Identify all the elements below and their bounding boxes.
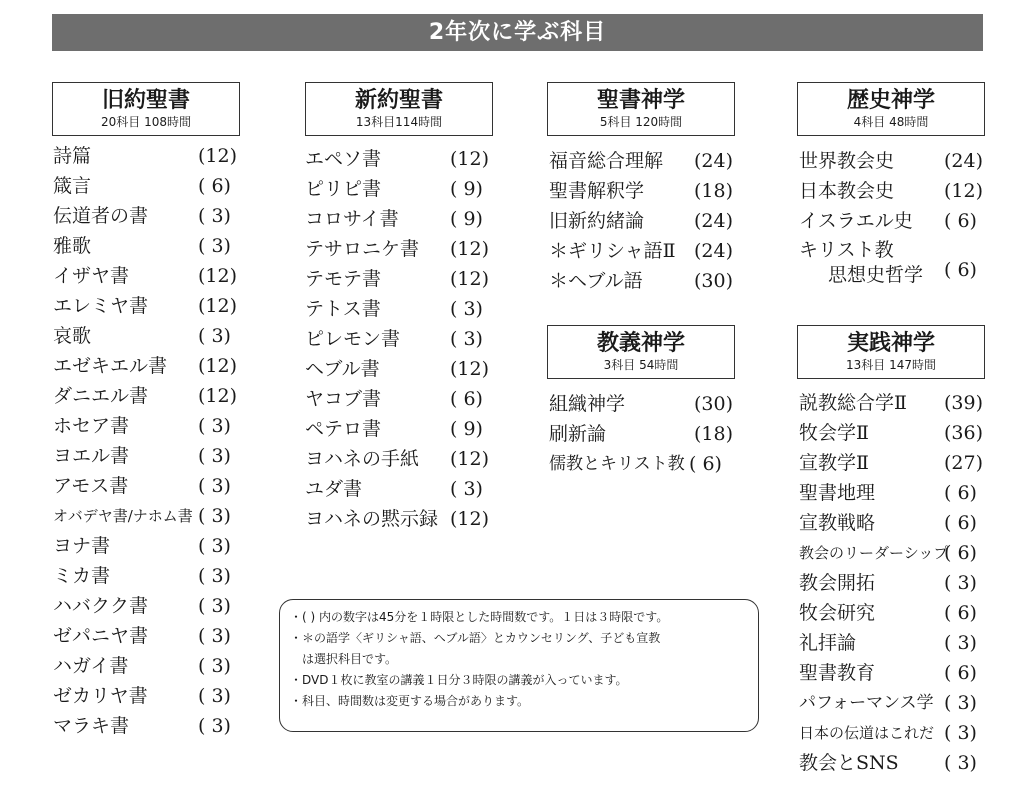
course-hours: ( 3): [450, 298, 483, 320]
course-hours: ( 6): [450, 388, 483, 410]
course-item: [305, 204, 495, 234]
course-name: 宣教戦略: [799, 512, 876, 534]
notes-box: [279, 599, 759, 732]
course-item: [53, 621, 243, 651]
course-hours: (12): [450, 268, 490, 290]
course-name: 日本教会史: [799, 180, 895, 202]
course-item: [53, 711, 243, 741]
note-line: ・科目、時間数は変更する場合があります。: [290, 694, 530, 708]
course-item: [53, 351, 243, 381]
course-name: マラキ書: [53, 715, 130, 737]
course-item: [53, 231, 243, 261]
course-item: [305, 384, 495, 414]
course-hours: ( 3): [944, 722, 977, 744]
note-line: ・DVD１枚に教室の講義１日分３時限の講義が入っています。: [290, 673, 628, 687]
course-hours: ( 3): [198, 415, 231, 437]
course-name: 教会とSNS: [799, 752, 899, 774]
course-hours: ( 3): [198, 685, 231, 707]
course-name: ＊ヘブル語: [549, 270, 643, 292]
course-hours: (12): [198, 145, 238, 167]
course-hours: (12): [450, 238, 490, 260]
course-name: ヨハネの黙示録: [305, 508, 439, 530]
course-hours: (36): [944, 422, 984, 444]
course-hours: (12): [450, 508, 490, 530]
course-item: [799, 206, 989, 236]
course-name: 聖書教育: [799, 662, 876, 684]
course-name: ヨナ書: [53, 535, 111, 557]
course-name: 刷新論: [549, 423, 607, 445]
course-name: ホセア書: [53, 415, 130, 437]
course-name: ヨエル書: [53, 445, 130, 467]
course-name: テモテ書: [305, 268, 382, 290]
course-item: [53, 501, 243, 531]
course-item: [549, 206, 739, 236]
course-hours: (12): [450, 448, 490, 470]
course-name: 箴言: [53, 175, 92, 197]
course-name: 儒教とキリスト教: [549, 454, 685, 474]
course-item: [799, 598, 989, 628]
course-name: パフォーマンス学: [799, 693, 934, 713]
course-name: 礼拝論: [799, 632, 857, 654]
course-name: ゼパニヤ書: [53, 625, 149, 647]
course-name: 聖書地理: [799, 482, 876, 504]
course-hours: ( 3): [944, 632, 977, 654]
course-name: 旧新約緒論: [549, 210, 645, 232]
course-item: [799, 236, 989, 296]
course-hours: ( 3): [198, 625, 231, 647]
course-name: ヘブル書: [305, 358, 380, 380]
course-name: 雅歌: [53, 235, 92, 257]
course-hours: ( 9): [450, 178, 483, 200]
category-header-old-testament: [52, 82, 240, 136]
course-hours: ( 3): [944, 752, 977, 774]
course-list-biblical-theology: [549, 146, 739, 296]
course-item: [799, 718, 989, 748]
course-item: [305, 354, 495, 384]
course-name-line2: 思想史哲学: [828, 264, 924, 286]
course-name: アモス書: [53, 475, 129, 497]
course-hours: ( 3): [198, 565, 231, 587]
course-item: [53, 651, 243, 681]
course-item: [799, 146, 989, 176]
course-item: [53, 441, 243, 471]
course-name: 宣教学Ⅱ: [799, 452, 869, 474]
course-hours: (24): [944, 150, 984, 172]
course-name: 福音総合理解: [549, 150, 664, 172]
course-hours: ( 3): [944, 692, 977, 714]
note-line: ・＊の語学〈ギリシャ語、ヘブル語〉とカウンセリング、子ども宣教: [290, 631, 661, 645]
course-hours: ( 3): [198, 505, 231, 527]
course-hours: (12): [198, 355, 238, 377]
course-item: [305, 144, 495, 174]
course-item: [53, 561, 243, 591]
course-hours: (39): [944, 392, 984, 414]
course-hours: ( 9): [450, 418, 483, 440]
category-summary: 4科目 48時間: [853, 115, 929, 129]
course-name: 哀歌: [53, 325, 92, 347]
course-item: [53, 201, 243, 231]
course-item: [53, 261, 243, 291]
course-hours: ( 6): [944, 512, 977, 534]
course-list-historical-theology: [799, 146, 989, 296]
course-item: [305, 504, 495, 534]
course-name: イザヤ書: [53, 265, 130, 287]
category-title: 新約聖書: [354, 88, 443, 113]
note-line: ・( ) 内の数字は45分を１時限とした時間数です。１日は３時限です。: [290, 610, 669, 624]
course-hours: ( 3): [198, 715, 231, 737]
course-name: エペソ書: [305, 148, 382, 170]
course-name: ペテロ書: [305, 418, 382, 440]
course-name: ハバクク書: [53, 595, 149, 617]
category-title: 実践神学: [846, 331, 935, 356]
course-hours: ( 6): [198, 175, 231, 197]
course-item: [799, 538, 989, 568]
course-item: [305, 324, 495, 354]
course-name: ダニエル書: [53, 385, 149, 407]
course-item: [799, 688, 989, 718]
course-hours: ( 6): [944, 482, 977, 504]
course-hours: ( 3): [198, 475, 231, 497]
course-item: [305, 294, 495, 324]
course-name: ヨハネの手紙: [305, 448, 420, 470]
course-item: [549, 266, 739, 296]
course-name: ミカ書: [53, 565, 111, 587]
course-name: 教会のリーダーシップ: [799, 544, 949, 562]
course-item: [53, 411, 243, 441]
course-item: [53, 291, 243, 321]
course-name: 日本の伝道はこれだ: [799, 724, 935, 742]
category-header-dogmatic-theology: [547, 325, 735, 379]
course-hours: ( 6): [944, 602, 977, 624]
course-item: [53, 471, 243, 501]
course-list-new-testament: [305, 144, 495, 534]
course-name: イスラエル史: [799, 210, 913, 232]
course-item: [799, 388, 989, 418]
course-item: [799, 448, 989, 478]
course-item: [305, 414, 495, 444]
category-title: 聖書神学: [596, 88, 685, 113]
category-header-biblical-theology: [547, 82, 735, 136]
course-item: [549, 449, 739, 479]
note-line: は選択科目です。: [290, 652, 398, 666]
course-hours: (24): [694, 210, 734, 232]
course-hours: ( 3): [198, 325, 231, 347]
category-summary: 20科目 108時間: [101, 115, 191, 129]
course-hours: ( 3): [198, 205, 231, 227]
course-hours: (18): [694, 423, 734, 445]
course-item: [549, 236, 739, 266]
course-name: テトス書: [305, 298, 381, 320]
course-item: [799, 568, 989, 598]
course-hours: ( 9): [450, 208, 483, 230]
course-item: [53, 531, 243, 561]
course-list-practical-theology: [799, 388, 989, 778]
course-hours: ( 6): [944, 542, 977, 564]
course-hours: (12): [944, 180, 984, 202]
course-hours: (30): [694, 270, 734, 292]
course-name: エレミヤ書: [53, 295, 149, 317]
course-list-old-testament: [53, 141, 243, 741]
category-header-historical-theology: [797, 82, 985, 136]
course-item: [799, 658, 989, 688]
category-summary: 13科目 147時間: [846, 358, 936, 372]
category-title: 教義神学: [596, 331, 685, 356]
course-name: テサロニケ書: [305, 238, 420, 260]
course-item: [799, 628, 989, 658]
course-item: [53, 141, 243, 171]
course-item: [305, 234, 495, 264]
category-title: 旧約聖書: [101, 88, 190, 113]
course-name: ピリピ書: [305, 178, 382, 200]
course-item: [799, 176, 989, 206]
course-name: ハガイ書: [53, 655, 129, 677]
course-list-dogmatic-theology: [549, 389, 739, 479]
course-hours: ( 3): [198, 655, 231, 677]
category-title: 歴史神学: [846, 88, 935, 113]
course-name: 聖書解釈学: [549, 180, 645, 202]
category-summary: 13科目114時間: [355, 115, 443, 129]
course-hours: (27): [944, 452, 984, 474]
course-name: ＊ギリシャ語Ⅱ: [549, 240, 676, 262]
course-item: [799, 418, 989, 448]
course-item: [53, 381, 243, 411]
course-item: [799, 748, 989, 778]
course-name: オバデヤ書/ナホム書: [53, 507, 193, 525]
course-name: ゼカリヤ書: [53, 685, 148, 707]
course-item: [53, 681, 243, 711]
course-item: [549, 419, 739, 449]
page-title: 2年次に学ぶ科目: [52, 14, 983, 51]
course-item: [305, 474, 495, 504]
course-item: [305, 174, 495, 204]
course-hours: (12): [450, 358, 490, 380]
course-hours: ( 3): [450, 478, 483, 500]
course-hours: ( 6): [689, 453, 722, 475]
course-hours: (18): [694, 180, 734, 202]
category-header-new-testament: [305, 82, 493, 136]
course-hours: ( 3): [198, 235, 231, 257]
course-hours: ( 3): [198, 535, 231, 557]
course-name-block: [799, 238, 923, 288]
course-hours: (24): [694, 150, 734, 172]
category-summary: 5科目 120時間: [599, 115, 683, 129]
course-item: [549, 176, 739, 206]
course-hours: ( 3): [944, 572, 977, 594]
course-name: 教会開拓: [799, 572, 876, 594]
course-name: エゼキエル書: [53, 355, 168, 377]
course-hours: (30): [694, 393, 734, 415]
course-name: ユダ書: [305, 478, 363, 500]
course-item: [53, 591, 243, 621]
course-name: キリスト教: [799, 239, 894, 261]
course-item: [305, 264, 495, 294]
course-name: ピレモン書: [305, 328, 401, 350]
course-item: [549, 389, 739, 419]
course-name: 伝道者の書: [53, 205, 149, 227]
category-header-practical-theology: [797, 325, 985, 379]
course-hours: (12): [198, 295, 238, 317]
course-item: [799, 508, 989, 538]
course-name: 説教総合学Ⅱ: [799, 392, 907, 414]
course-name: ヤコブ書: [305, 388, 382, 410]
course-hours: (12): [198, 385, 238, 407]
course-item: [549, 146, 739, 176]
course-item: [53, 321, 243, 351]
course-name: 牧会研究: [799, 602, 876, 624]
course-hours: ( 3): [198, 445, 231, 467]
course-name: 詩篇: [53, 145, 92, 167]
course-name: 世界教会史: [799, 150, 895, 172]
course-hours: ( 3): [198, 595, 231, 617]
course-hours: ( 3): [450, 328, 483, 350]
course-hours: ( 6): [944, 662, 977, 684]
course-name: 牧会学Ⅱ: [799, 422, 869, 444]
course-item: [799, 478, 989, 508]
course-hours: (12): [198, 265, 238, 287]
course-hours: ( 6): [944, 259, 977, 281]
course-hours: (24): [694, 240, 734, 262]
course-hours: (12): [450, 148, 490, 170]
course-item: [53, 171, 243, 201]
course-hours: ( 6): [944, 210, 977, 232]
course-name: コロサイ書: [305, 208, 399, 230]
course-name: 組織神学: [549, 393, 626, 415]
course-item: [305, 444, 495, 474]
category-summary: 3科目 54時間: [603, 358, 679, 372]
